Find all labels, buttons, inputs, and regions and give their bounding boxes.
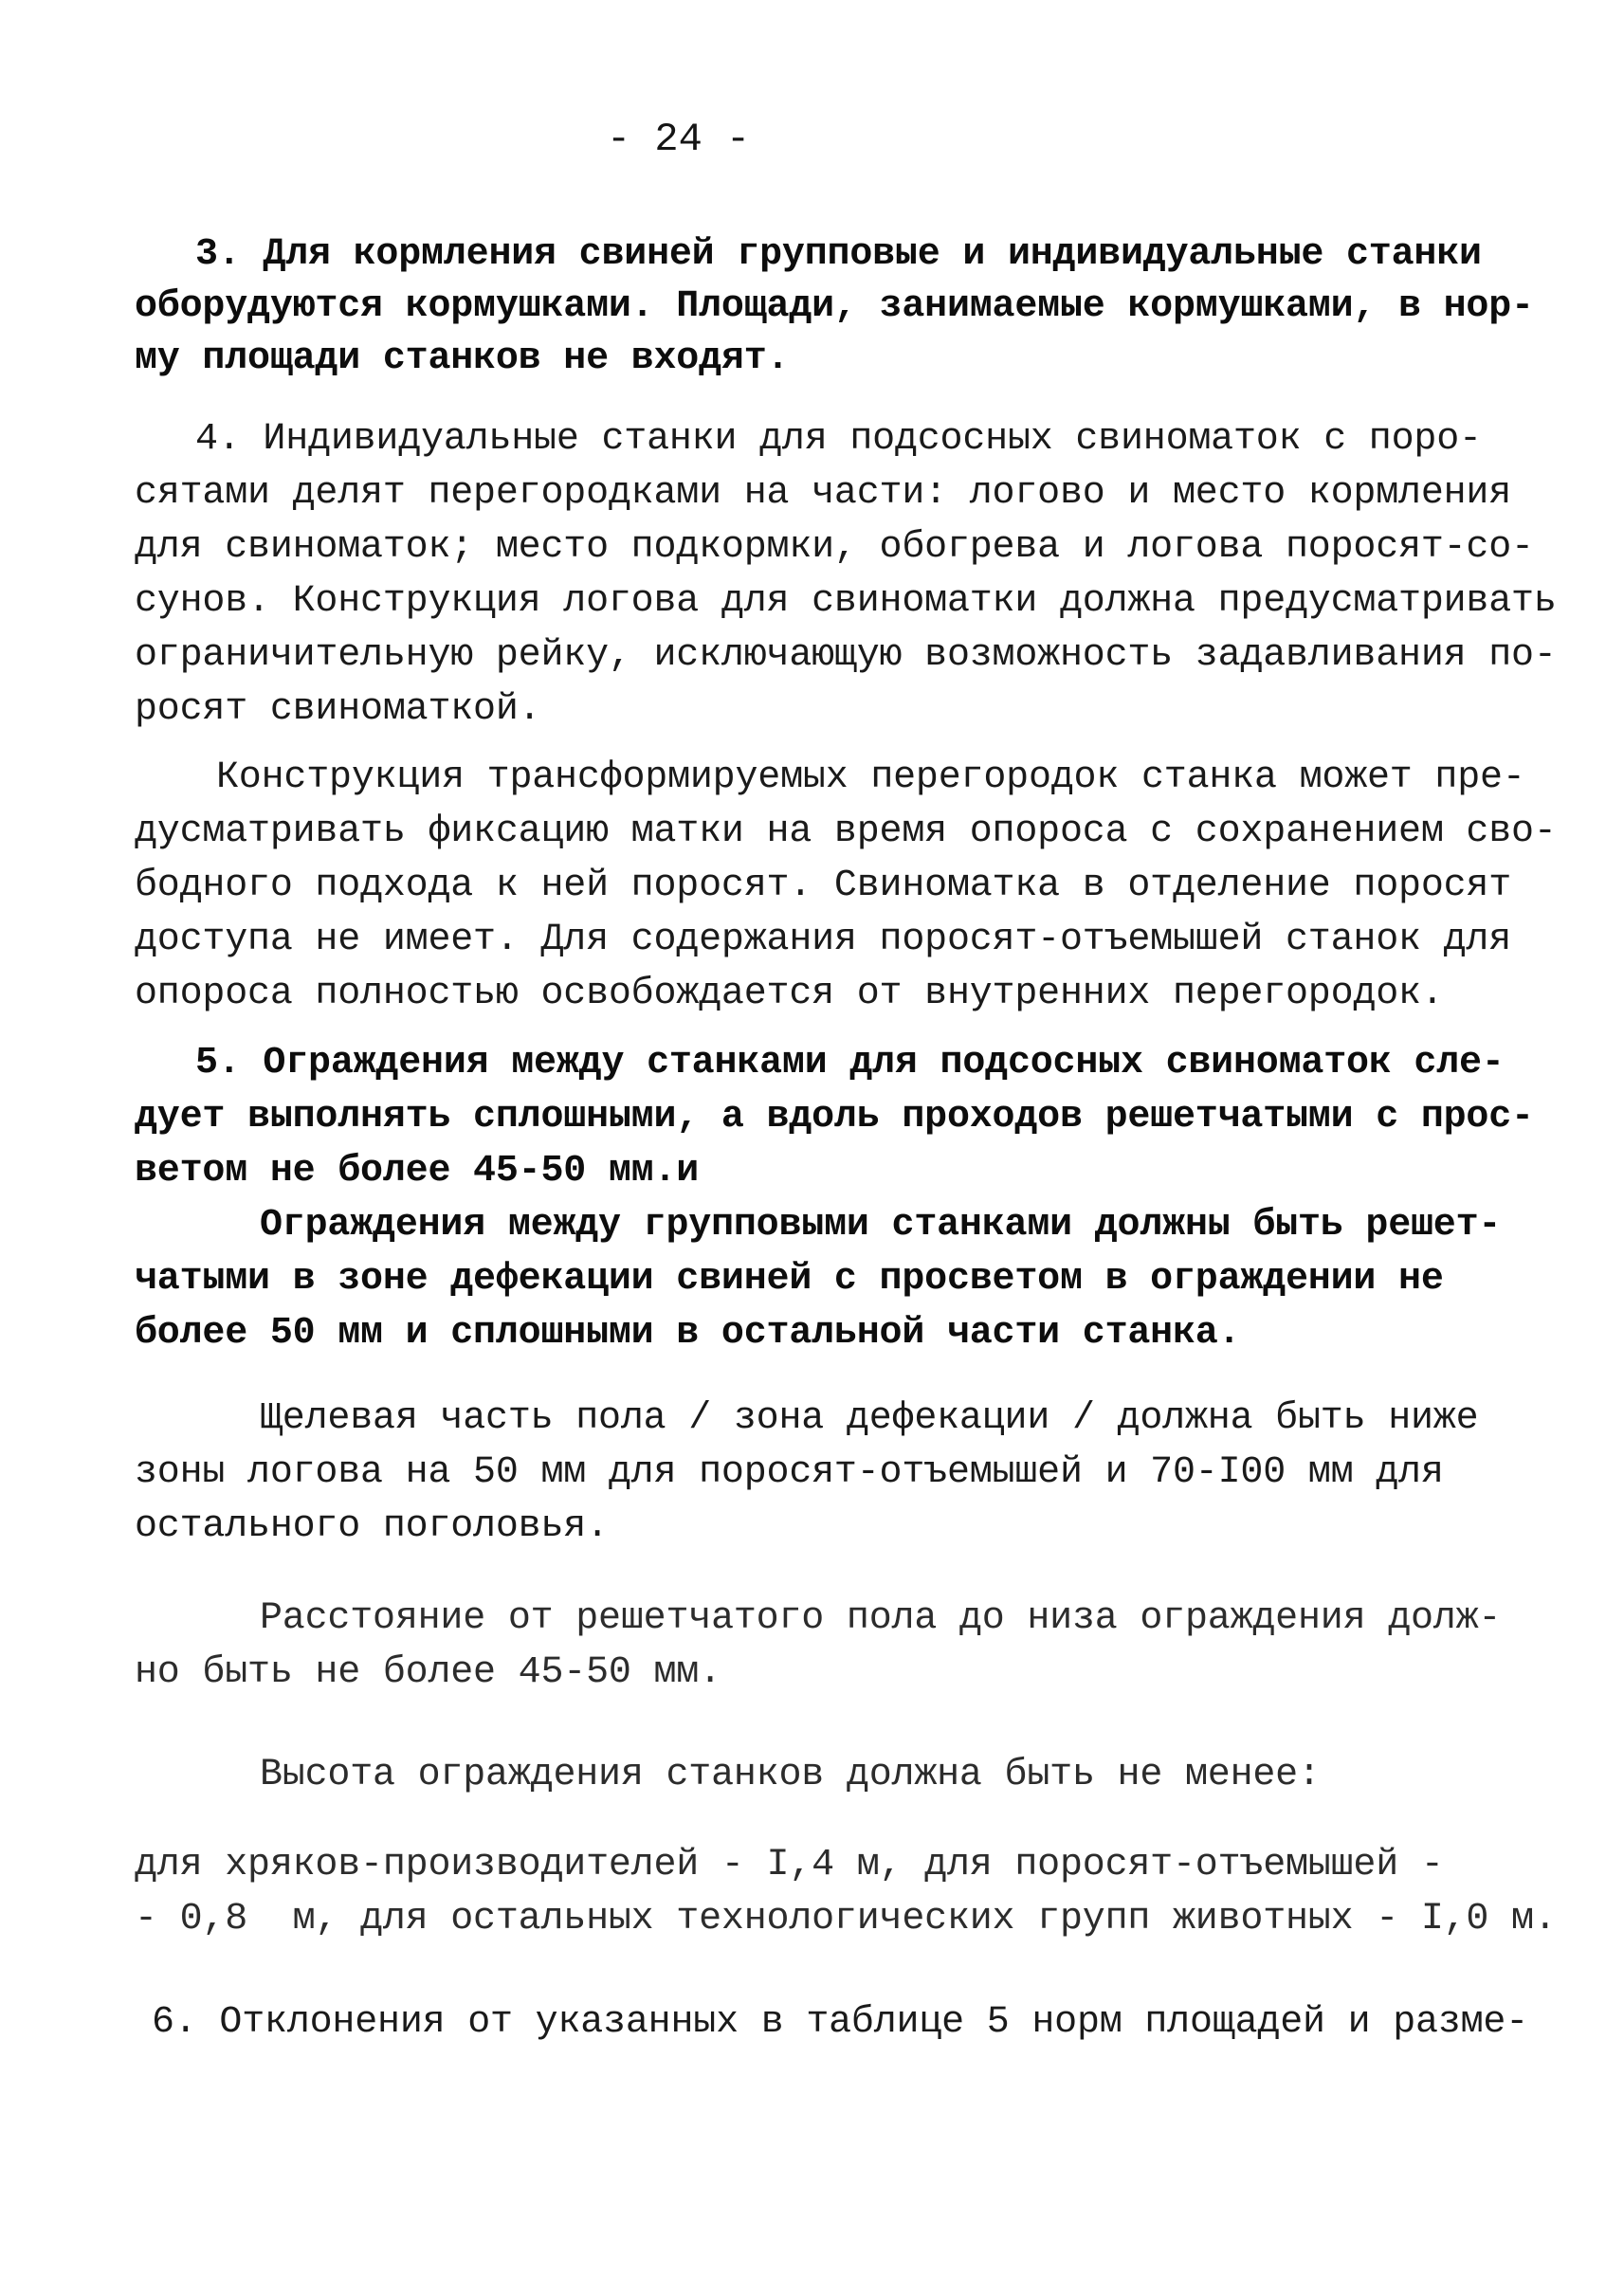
paragraph-5-line-2: дует выполнять сплошными, а вдоль проходов решетчатыми с прос- [135, 1096, 1534, 1138]
paragraph-4-line-5: ограничительную рейку, исключающую возможность задавливания по- [135, 634, 1557, 677]
paragraph-5-line-1: 5. Ограждения между станками для подсосных свиноматок сле- [195, 1042, 1505, 1084]
paragraph-4-line-4: сунов. Конструкция логова для свиноматки должна предусматривать [135, 580, 1557, 623]
paragraph-3-line-3: му площади станков не входят. [135, 337, 790, 380]
paragraph-5c-line-1: Щелевая часть пола / зона дефекации / должна быть ниже [260, 1397, 1479, 1440]
paragraph-4-line-3: для свиноматок; место подкормки, обогрева и логова поросят-со- [135, 526, 1534, 569]
paragraph-5d-line-2: но быть не более 45-50 мм. [135, 1651, 721, 1694]
paragraph-4b-line-2: дусматривать фиксацию матки на время опороса с сохранением сво- [135, 811, 1557, 853]
paragraph-4-line-6: росят свиноматкой. [135, 688, 541, 731]
paragraph-5e-line-1: Высота ограждения станков должна быть не менее: [260, 1754, 1321, 1796]
paragraph-5b-line-3: более 50 мм и сплошными в остальной части станка. [135, 1312, 1241, 1355]
paragraph-3-line-1: 3. Для кормления свиней групповые и индивидуальные станки [195, 233, 1482, 276]
paragraph-5c-line-3: остального поголовья. [135, 1505, 609, 1548]
paragraph-4b-line-5: опороса полностью освобождается от внутренних перегородок. [135, 973, 1444, 1015]
paragraph-5c-line-2: зоны логова на 50 мм для поросят-отъемышей и 70-I00 мм для [135, 1451, 1444, 1494]
paragraph-5b-line-1: Ограждения между групповыми станками должны быть решет- [260, 1204, 1502, 1247]
paragraph-4b-line-3: бодного подхода к ней поросят. Свиноматка в отделение поросят [135, 865, 1512, 907]
paragraph-4-line-2: сятами делят перегородками на части: логово и место кормления [135, 472, 1512, 515]
page-number: - 24 - [607, 117, 751, 162]
paragraph-5d-line-1: Расстояние от решетчатого пола до низа ограждения долж- [260, 1597, 1502, 1640]
paragraph-4b-line-1: Конструкция трансформируемых перегородок станка может пре- [216, 756, 1525, 799]
paragraph-4b-line-4: доступа не имеет. Для содержания поросят-отъемышей станок для [135, 919, 1512, 961]
paragraph-4-line-1: 4. Индивидуальные станки для подсосных свиноматок с поро- [195, 418, 1482, 461]
paragraph-6-line-1: 6. Отклонения от указанных в таблице 5 норм площадей и разме- [152, 2001, 1529, 2044]
paragraph-5f-line-2: - 0,8 м, для остальных технологических групп животных - I,0 м. [135, 1898, 1557, 1940]
paragraph-5b-line-2: чатыми в зоне дефекации свиней с просветом в ограждении не [135, 1258, 1444, 1301]
paragraph-5f-line-1: для хряков-производителей - I,4 м, для поросят-отъемышей - [135, 1844, 1444, 1886]
paragraph-3-line-2: оборудуются кормушками. Площади, занимаемые кормушками, в нор- [135, 285, 1534, 328]
paragraph-5-line-3: ветом не более 45-50 мм.и [135, 1150, 700, 1193]
